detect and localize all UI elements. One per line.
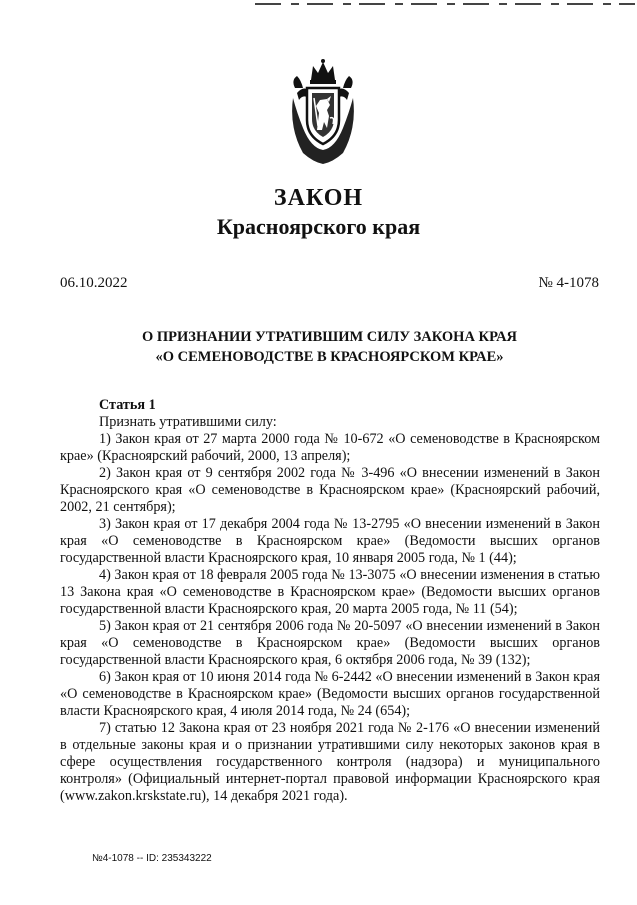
document-footer-id: №4-1078 -- ID: 235343222 — [92, 853, 212, 864]
document-date: 06.10.2022 — [60, 275, 128, 291]
coat-of-arms-icon — [283, 58, 363, 168]
law-heading — [60, 327, 599, 367]
law-heading-line-1: О ПРИЗНАНИИ УТРАТИВШИМ СИЛУ ЗАКОНА КРАЯ — [141, 329, 518, 345]
document-subtitle: Красноярского края — [216, 214, 421, 239]
scan-edge-mark — [255, 3, 635, 5]
law-body — [60, 397, 600, 805]
list-item: 5) Закон края от 21 сентября 2006 года № 20-5097 «О внесении изменений в Закон края «О семеноводстве в Красноярском крае» (Ведомости высших органов государственной власти Красноярского края, 6 октября 2006 года, № 39 (132); — [60, 618, 600, 668]
article-intro: Признать утратившими силу: — [99, 414, 277, 430]
list-item: 2) Закон края от 9 сентября 2002 года № 3-496 «О внесении изменений в Закон Красноярского края «О семеноводстве в Красноярском крае» (Красноярский рабочий, 2002, 21 сентября); — [60, 465, 600, 515]
document-title: ЗАКОН — [273, 185, 364, 211]
list-item: 7) статью 12 Закона края от 23 ноября 2021 года № 2-176 «О внесении изменений в отдельные законы края и о признании утратившими силу некоторых законов края в сфере осуществления государственного контроля (надзора) и муниципального контроля» (Официальный интернет-портал правовой информации Красноярского края (www.zakon.krskstate.ru), 14 декабря 2021 года). — [60, 720, 600, 804]
article-title: Статья 1 — [99, 397, 156, 413]
list-item: 3) Закон края от 17 декабря 2004 года № 13-2795 «О внесении изменений в Закон края «О семеноводстве в Красноярском крае» (Ведомости высших органов государственной власти Красноярского края, 10 января 2005 года, № 1 (44); — [60, 516, 600, 566]
list-item: 1) Закон края от 27 марта 2000 года № 10-672 «О семеноводстве в Красноярском крае» (Красноярский рабочий, 2000, 13 апреля); — [60, 431, 600, 464]
list-item: 6) Закон края от 10 июня 2014 года № 6-2442 «О внесении изменений в Закон края «О семеноводстве в Красноярском крае» (Ведомости высших органов государственной власти Красноярского края, 4 июля 2014 года, № 24 (654); — [60, 669, 600, 719]
law-heading-line-2: «О СЕМЕНОВОДСТВЕ В КРАСНОЯРСКОМ КРАЕ» — [155, 349, 504, 365]
document-number: № 4-1078 — [538, 275, 599, 291]
list-item: 4) Закон края от 18 февраля 2005 года № 13-3075 «О внесении изменения в статью 13 Закона края «О семеноводстве в Красноярском крае» (Ведомости высших органов государственной власти Красноярского края, 20 марта 2005 года, № 11 (54); — [60, 567, 600, 617]
